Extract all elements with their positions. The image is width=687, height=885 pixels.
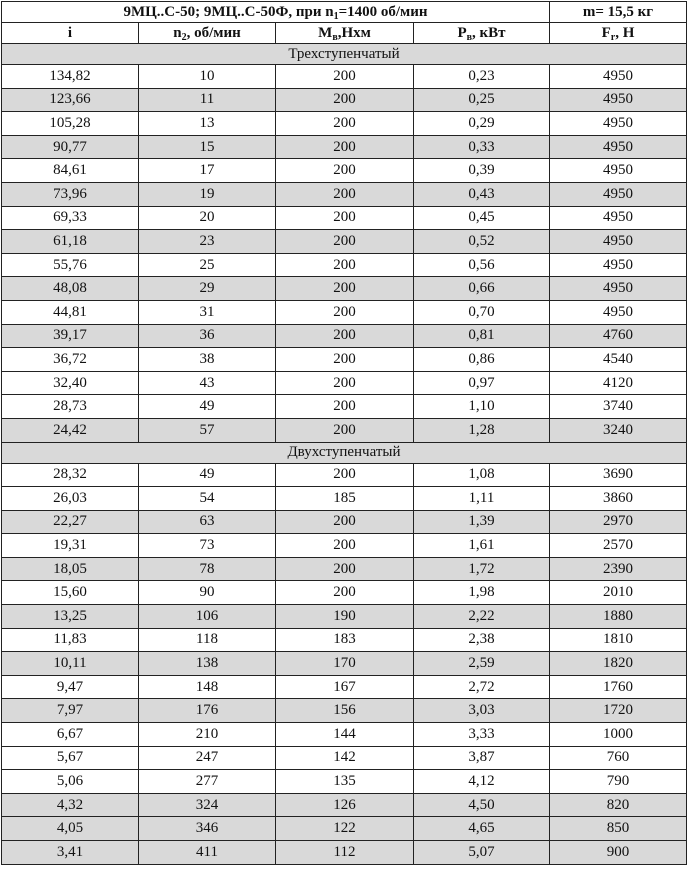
- cell-fr: 4950: [550, 135, 687, 159]
- cell-n2: 346: [139, 817, 276, 841]
- title-row: [2, 2, 687, 23]
- cell-i: 5,06: [2, 770, 139, 794]
- cell-pv: 1,10: [414, 395, 550, 419]
- table-row: [2, 605, 687, 629]
- reducer-spec-table: [1, 1, 687, 865]
- cell-n2: 78: [139, 557, 276, 581]
- header-row: [2, 23, 687, 44]
- cell-fr: 4950: [550, 300, 687, 324]
- cell-fr: 2390: [550, 557, 687, 581]
- table-row: [2, 418, 687, 442]
- table-row: [2, 487, 687, 511]
- cell-i: 3,41: [2, 841, 139, 865]
- col-header-fr: $F_r$, Н: [550, 23, 687, 44]
- table-row: [2, 277, 687, 301]
- cell-mv: 200: [276, 112, 414, 136]
- table-row: [2, 206, 687, 230]
- cell-i: 90,77: [2, 135, 139, 159]
- cell-n2: 247: [139, 746, 276, 770]
- cell-fr: 3860: [550, 487, 687, 511]
- table-row: [2, 371, 687, 395]
- table-row: [2, 699, 687, 723]
- cell-pv: 2,38: [414, 628, 550, 652]
- cell-mv: 200: [276, 300, 414, 324]
- cell-pv: 0,39: [414, 159, 550, 183]
- cell-i: 4,32: [2, 793, 139, 817]
- cell-pv: 0,43: [414, 182, 550, 206]
- cell-pv: 1,61: [414, 534, 550, 558]
- cell-pv: 0,52: [414, 230, 550, 254]
- cell-pv: 0,33: [414, 135, 550, 159]
- cell-mv: 200: [276, 135, 414, 159]
- cell-i: 32,40: [2, 371, 139, 395]
- cell-mv: 135: [276, 770, 414, 794]
- section-label: Трехступенчатый: [2, 44, 687, 65]
- cell-mv: 200: [276, 534, 414, 558]
- cell-fr: 4950: [550, 182, 687, 206]
- cell-i: 123,66: [2, 88, 139, 112]
- cell-fr: 4950: [550, 65, 687, 89]
- cell-pv: 1,72: [414, 557, 550, 581]
- cell-i: 22,27: [2, 510, 139, 534]
- cell-fr: 4760: [550, 324, 687, 348]
- cell-fr: 1000: [550, 723, 687, 747]
- table-row: [2, 675, 687, 699]
- table-row: [2, 112, 687, 136]
- cell-n2: 411: [139, 841, 276, 865]
- cell-pv: 3,87: [414, 746, 550, 770]
- table-row: [2, 395, 687, 419]
- cell-pv: 0,45: [414, 206, 550, 230]
- cell-pv: 3,33: [414, 723, 550, 747]
- cell-mv: 200: [276, 206, 414, 230]
- cell-fr: 3690: [550, 463, 687, 487]
- cell-fr: 4950: [550, 88, 687, 112]
- cell-n2: 17: [139, 159, 276, 183]
- table-row: [2, 841, 687, 865]
- table-row: [2, 159, 687, 183]
- cell-pv: 0,23: [414, 65, 550, 89]
- cell-pv: 5,07: [414, 841, 550, 865]
- table-row: [2, 324, 687, 348]
- cell-fr: 4950: [550, 277, 687, 301]
- cell-mv: 190: [276, 605, 414, 629]
- table-row: [2, 88, 687, 112]
- cell-i: 13,25: [2, 605, 139, 629]
- cell-i: 26,03: [2, 487, 139, 511]
- cell-i: 48,08: [2, 277, 139, 301]
- cell-i: 55,76: [2, 253, 139, 277]
- cell-pv: 1,28: [414, 418, 550, 442]
- table-row: [2, 135, 687, 159]
- cell-i: 15,60: [2, 581, 139, 605]
- table-row: [2, 534, 687, 558]
- cell-mv: 200: [276, 277, 414, 301]
- cell-n2: 277: [139, 770, 276, 794]
- cell-mv: 200: [276, 159, 414, 183]
- cell-mv: 200: [276, 557, 414, 581]
- cell-pv: 1,11: [414, 487, 550, 511]
- table-row: [2, 253, 687, 277]
- cell-i: 36,72: [2, 348, 139, 372]
- cell-fr: 820: [550, 793, 687, 817]
- cell-mv: 200: [276, 65, 414, 89]
- cell-fr: 4950: [550, 253, 687, 277]
- cell-i: 134,82: [2, 65, 139, 89]
- cell-n2: 210: [139, 723, 276, 747]
- cell-mv: 156: [276, 699, 414, 723]
- cell-n2: 15: [139, 135, 276, 159]
- cell-n2: 11: [139, 88, 276, 112]
- cell-pv: 0,86: [414, 348, 550, 372]
- cell-fr: 760: [550, 746, 687, 770]
- cell-n2: 106: [139, 605, 276, 629]
- cell-mv: 112: [276, 841, 414, 865]
- cell-n2: 38: [139, 348, 276, 372]
- section-label: Двухступенчатый: [2, 442, 687, 463]
- cell-pv: 0,25: [414, 88, 550, 112]
- table-row: [2, 230, 687, 254]
- cell-i: 69,33: [2, 206, 139, 230]
- cell-pv: 2,59: [414, 652, 550, 676]
- cell-n2: 31: [139, 300, 276, 324]
- cell-mv: 200: [276, 324, 414, 348]
- cell-n2: 36: [139, 324, 276, 348]
- cell-i: 44,81: [2, 300, 139, 324]
- table-row: [2, 793, 687, 817]
- cell-mv: 142: [276, 746, 414, 770]
- cell-mv: 200: [276, 510, 414, 534]
- cell-fr: 4950: [550, 159, 687, 183]
- cell-n2: 63: [139, 510, 276, 534]
- cell-pv: 4,12: [414, 770, 550, 794]
- mass-value: m= 15,5 кг: [550, 2, 687, 23]
- table-row: [2, 723, 687, 747]
- cell-i: 5,67: [2, 746, 139, 770]
- cell-fr: 1820: [550, 652, 687, 676]
- cell-n2: 43: [139, 371, 276, 395]
- cell-i: 11,83: [2, 628, 139, 652]
- cell-mv: 185: [276, 487, 414, 511]
- table-row: [2, 65, 687, 89]
- cell-fr: 2010: [550, 581, 687, 605]
- cell-mv: 170: [276, 652, 414, 676]
- table-row: [2, 463, 687, 487]
- cell-fr: 900: [550, 841, 687, 865]
- cell-mv: 122: [276, 817, 414, 841]
- table-row: [2, 300, 687, 324]
- cell-fr: 1720: [550, 699, 687, 723]
- cell-mv: 200: [276, 371, 414, 395]
- cell-i: 19,31: [2, 534, 139, 558]
- cell-i: 24,42: [2, 418, 139, 442]
- cell-i: 28,32: [2, 463, 139, 487]
- cell-pv: 4,50: [414, 793, 550, 817]
- table-row: [2, 746, 687, 770]
- cell-i: 4,05: [2, 817, 139, 841]
- cell-n2: 118: [139, 628, 276, 652]
- cell-mv: 144: [276, 723, 414, 747]
- cell-n2: 49: [139, 463, 276, 487]
- cell-mv: 200: [276, 253, 414, 277]
- cell-fr: 1760: [550, 675, 687, 699]
- cell-n2: 29: [139, 277, 276, 301]
- cell-mv: 126: [276, 793, 414, 817]
- cell-n2: 49: [139, 395, 276, 419]
- cell-i: 84,61: [2, 159, 139, 183]
- cell-fr: 1880: [550, 605, 687, 629]
- cell-n2: 23: [139, 230, 276, 254]
- cell-fr: 4540: [550, 348, 687, 372]
- cell-n2: 19: [139, 182, 276, 206]
- cell-mv: 200: [276, 395, 414, 419]
- section-row: [2, 442, 687, 463]
- cell-fr: 4950: [550, 206, 687, 230]
- cell-i: 6,67: [2, 723, 139, 747]
- col-header-i: i: [2, 23, 139, 44]
- cell-pv: 3,03: [414, 699, 550, 723]
- table-row: [2, 348, 687, 372]
- cell-pv: 1,98: [414, 581, 550, 605]
- cell-fr: 2970: [550, 510, 687, 534]
- cell-n2: 10: [139, 65, 276, 89]
- cell-pv: 0,66: [414, 277, 550, 301]
- cell-mv: 200: [276, 88, 414, 112]
- cell-n2: 138: [139, 652, 276, 676]
- cell-fr: 3240: [550, 418, 687, 442]
- cell-i: 9,47: [2, 675, 139, 699]
- cell-fr: 2570: [550, 534, 687, 558]
- cell-pv: 0,97: [414, 371, 550, 395]
- cell-i: 39,17: [2, 324, 139, 348]
- cell-i: 7,97: [2, 699, 139, 723]
- table-row: [2, 628, 687, 652]
- cell-fr: 4950: [550, 230, 687, 254]
- table-row: [2, 557, 687, 581]
- cell-fr: 4950: [550, 112, 687, 136]
- cell-n2: 57: [139, 418, 276, 442]
- cell-pv: 0,56: [414, 253, 550, 277]
- col-header-pv: $P_в$, кВт: [414, 23, 550, 44]
- cell-fr: 1810: [550, 628, 687, 652]
- cell-pv: 0,70: [414, 300, 550, 324]
- cell-n2: 25: [139, 253, 276, 277]
- cell-mv: 200: [276, 348, 414, 372]
- col-header-n2: $n_2$, об/мин: [139, 23, 276, 44]
- cell-n2: 54: [139, 487, 276, 511]
- cell-i: 73,96: [2, 182, 139, 206]
- table-row: [2, 770, 687, 794]
- cell-pv: 4,65: [414, 817, 550, 841]
- cell-n2: 20: [139, 206, 276, 230]
- cell-pv: 1,39: [414, 510, 550, 534]
- cell-n2: 13: [139, 112, 276, 136]
- cell-pv: 0,81: [414, 324, 550, 348]
- cell-mv: 200: [276, 418, 414, 442]
- table-row: [2, 510, 687, 534]
- cell-fr: 790: [550, 770, 687, 794]
- section-row: [2, 44, 687, 65]
- cell-mv: 200: [276, 230, 414, 254]
- cell-mv: 183: [276, 628, 414, 652]
- table-row: [2, 652, 687, 676]
- cell-pv: 0,29: [414, 112, 550, 136]
- cell-i: 10,11: [2, 652, 139, 676]
- cell-pv: 1,08: [414, 463, 550, 487]
- cell-mv: 167: [276, 675, 414, 699]
- cell-n2: 148: [139, 675, 276, 699]
- cell-i: 18,05: [2, 557, 139, 581]
- cell-mv: 200: [276, 581, 414, 605]
- cell-n2: 90: [139, 581, 276, 605]
- cell-mv: 200: [276, 463, 414, 487]
- cell-mv: 200: [276, 182, 414, 206]
- cell-fr: 4120: [550, 371, 687, 395]
- col-header-mv: $M_в,Нхм$: [276, 23, 414, 44]
- cell-fr: 850: [550, 817, 687, 841]
- cell-n2: 176: [139, 699, 276, 723]
- cell-n2: 324: [139, 793, 276, 817]
- cell-n2: 73: [139, 534, 276, 558]
- cell-pv: 2,22: [414, 605, 550, 629]
- cell-i: 105,28: [2, 112, 139, 136]
- table-row: [2, 182, 687, 206]
- table-row: [2, 817, 687, 841]
- cell-fr: 3740: [550, 395, 687, 419]
- cell-i: 28,73: [2, 395, 139, 419]
- table-row: [2, 581, 687, 605]
- cell-i: 61,18: [2, 230, 139, 254]
- cell-pv: 2,72: [414, 675, 550, 699]
- model-title: 9МЦ..С-50; 9МЦ..С-50Ф, при $n_1=1400$ об/мин: [2, 2, 550, 23]
